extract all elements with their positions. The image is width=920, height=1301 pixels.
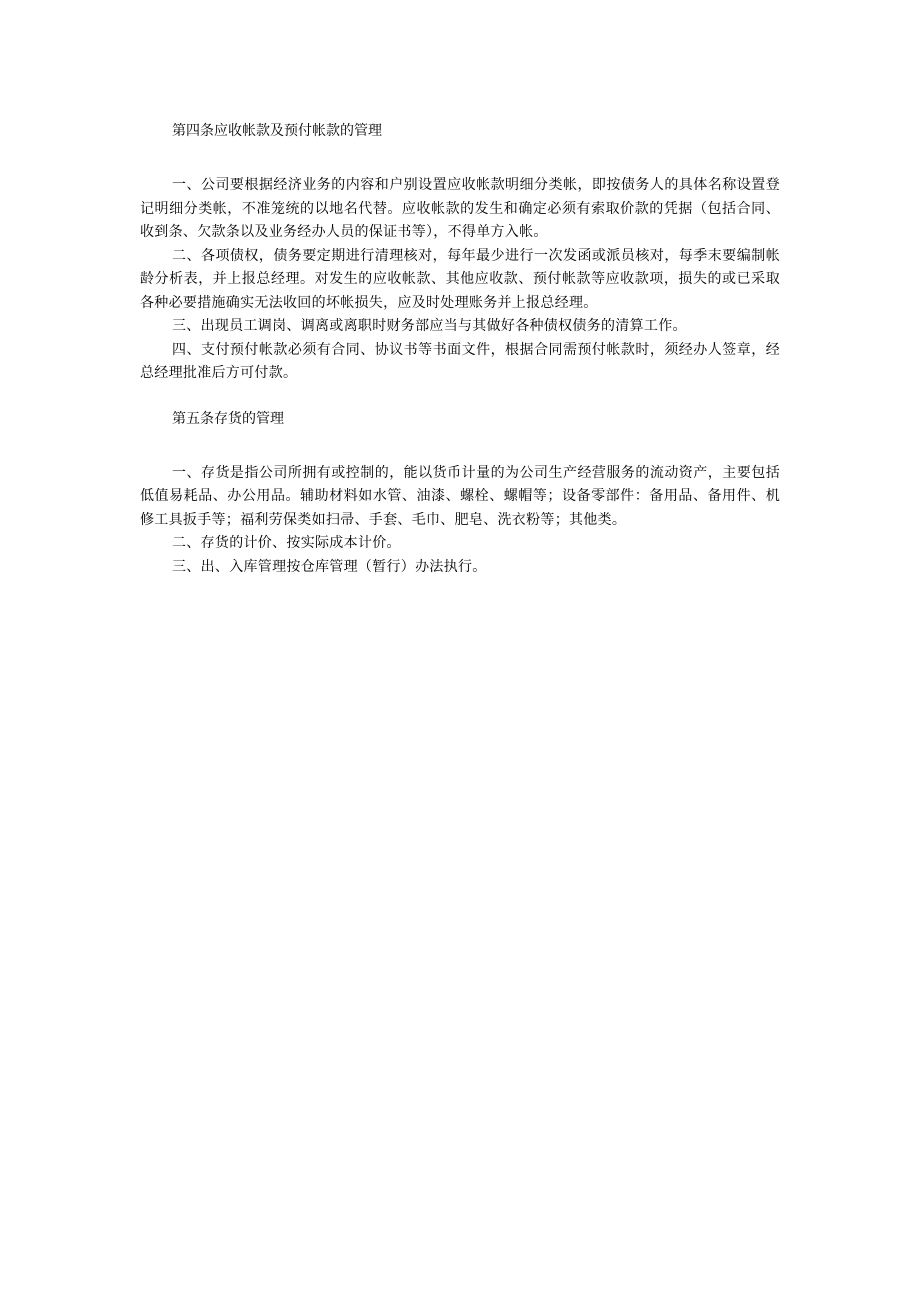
section-5-paragraph-2: 二、存货的计价、按实际成本计价。 (172, 535, 401, 551)
section-4-paragraph-1: 一、公司要根据经济业务的内容和户别设置应收帐款明细分类帐，即按债务人的具体名称设置登记明细分类帐，不准笼统的以地名代替。应收帐款的发生和确定必须有索取价款的凭据（包括合同、收到条、欠款条以及业务经办人员的保证书等），不得单方入帐。 (140, 177, 780, 240)
section-4-paragraph-4: 四、支付预付帐款必须有合同、协议书等书面文件，根据合同需预付帐款时，须经办人签章，经总经理批准后方可付款。 (140, 341, 780, 381)
section-5-paragraph-1: 一、存货是指公司所拥有或控制的，能以货币计量的为公司生产经营服务的流动资产，主要包括低值易耗品、办公用品。辅助材料如水管、油漆、螺栓、螺帽等；设备零部件：备用品、备用件、机修工具扳手等；福利劳保类如扫帚、手套、毛巾、肥皂、洗衣粉等；其他类。 (140, 464, 780, 528)
section-4-paragraph-2: 二、各项债权，债务要定期进行清理核对，每年最少进行一次发函或派员核对，每季末要编制帐龄分析表，并上报总经理。对发生的应收帐款、其他应收款、预付帐款等应收款项，损失的或已采取各种必要措施确实无法收回的坏帐损失，应及时处理账务并上报总经理。 (140, 247, 780, 311)
section-5-paragraph-3: 三、出、入库管理按仓库管理（暂行）办法执行。 (172, 558, 487, 575)
section-4-title: 第四条应收帐款及预付帐款的管理 (172, 123, 382, 139)
section-5-title: 第五条存货的管理 (172, 410, 284, 427)
section-4-paragraph-3: 三、出现员工调岗、调离或离职时财务部应当与其做好各种债权债务的清算工作。 (172, 318, 687, 334)
document-page (140, 120, 780, 579)
